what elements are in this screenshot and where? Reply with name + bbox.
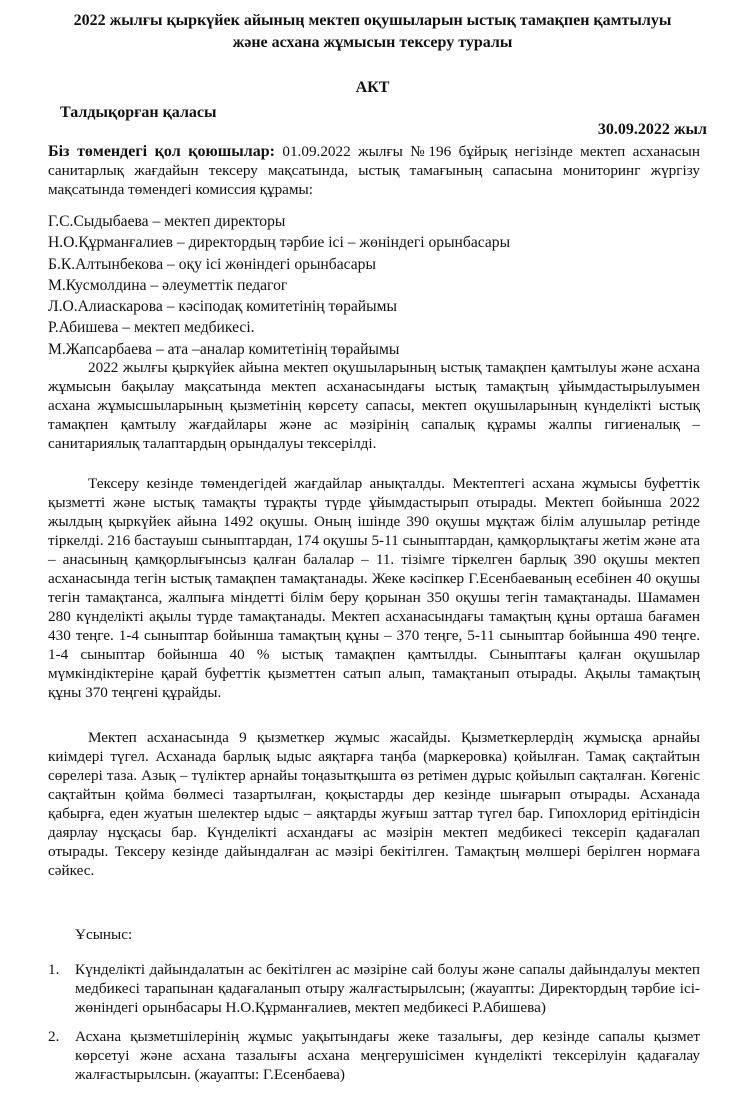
recommendation-item <box>48 1027 700 1084</box>
recommendations-label: Ұсыныс: <box>75 926 133 943</box>
recommendation-text: Асхана қызметшілерінің жұмыс уақытындағы жеке тазалығы, дер кезінде сапалы қызмет көрсетуі және асхана тазалығы асхана меңгерушісімен күнделікті тексерілуін қадағалау жалғастырылсын. (жауапты: Г.Есенбаева) <box>75 1028 700 1083</box>
commission-members-list <box>48 211 510 360</box>
member-item: М.Кусмолдина – әлеуметтік педагог <box>48 276 288 294</box>
member-item: М.Жапсарбаева – ата –аналар комитетінің төрайымы <box>48 340 400 358</box>
city-label: Талдықорған қаласы <box>60 104 217 121</box>
title-line-1: 2022 жылғы қыркүйек айының мектеп оқушыларын ыстық тамақпен қамтылуы <box>73 12 672 29</box>
purpose-paragraph: 2022 жылғы қыркүйек айына мектеп оқушыларының ыстық тамақпен қамтылуы және асхана жұмысын бақылау мақсатында мектеп асханасындағы ыстық тамақтың ұйымдастырылуымен асхана жұмысшыларының қызметінің көрсету сапасы, мектеп оқушыларының күнделікті ыстық тамақпен қамтылу жағдайлары және ас мәзірінің сапалық құрамы жалпы гигиеналық – санитариялық талаптардың орындалуы тексерілді. <box>48 359 700 452</box>
findings-paragraph: Тексеру кезінде төмендегідей жағдайлар анықталды. Мектептегі асхана жұмысы буфеттік қызметті және ыстық тамақты тұрақты түрде ұйымдастырып отырады. Мектеп бойынша 2022 жылдың қыркүйек айына 1492 оқушы. Оның ішінде 390 оқушы мұқтаж білім алушылар ретінде тіркелді. 216 бастауыш сыныптардан, 174 оқушы 5-11 сыныптардан, қамқорлықтағы жетім және ата – анасының қамқорлығынсыз қалған балалар – 11. тізімге тіркелген барлық 390 оқушы мектеп асханасында тегін ыстық тамақпен тамақтанады. Жеке кәсіпкер Г.Есенбаеваның есебінен 40 оқушы тегін тамақтанса, жалпыға міндетті білім беру қорынан 350 оқушы тегін тамақтанады. Шамамен 280 күнделікті ақылы түрде тамақтанады. Мектеп асханасындағы тамақтың құны орташа бағамен 430 теңге. 1-4 сыныптар бойынша тамақтың құны – 370 теңге, 5-11 сыныптар бойынша 490 теңге. 1-4 сыныптар бойынша 40 % ыстық тамақпен қамтылды. Сыныптағы қалған оқушылар мүмкіндіктеріне қарай буфеттік қызметтен сатып алып, тамақтанып отырады. Ақылы тамақтың құны 370 теңгені құрайды. <box>48 475 700 701</box>
staff-paragraph: Мектеп асханасында 9 қызметкер жұмыс жасайды. Қызметкерлердің жұмысқа арнайы киімдері түгел. Асханада барлық ыдыс аяқтарға таңба (маркеровка) қойылған. Тамақ сақтайтын сөрелері таза. Азық – түліктер арнайы тоңазытқышта өз ретімен дұрыс қойылып сақталған. Көгеніс сақтайтын қойма бөлмесі тазартылған, қоқыстарды дер кезінде шығарып отырады. Асханада қабырға, еден жуатын шелектер ыдыс – аяқтарды жуғыш заттар түгел бар. Гипохлорид ерітіндісін даярлау нұсқасы бар. Күнделікті асхандағы ас мәзірін мектеп медбикесі тексеріп қадағалап отырады. Тексеру кезінде дайындалған ас мәзірі бекітілген. Тамақтың мөлшері берілген нормаға сәйкес. <box>48 729 700 879</box>
act-heading: АКТ <box>355 79 390 96</box>
member-item: Г.С.Сыдыбаева – мектеп директоры <box>48 213 286 230</box>
member-item: Н.О.Құрманғалиев – директордың тәрбие ісі – жөніндегі орынбасары <box>48 234 511 252</box>
intro-text: 01.09.2022 жылғы №196 бұйрық негізінде мектеп асханасын санитарлық жағдайын тексеру мақсатында, ыстық тамағының сапасына мониторинг жүргізу мақсатында төмендегі комиссия құрамы: <box>48 143 700 198</box>
document-title <box>20 10 725 54</box>
member-item: Л.О.Алиаскарова – кәсіподақ комитетінің төрайымы <box>48 298 397 316</box>
recommendations-list <box>48 960 700 1094</box>
member-item: Р.Абишева – мектеп медбикесі. <box>48 319 255 337</box>
recommendation-text: Күнделікті дайындалатын ас бекітілген ас мәзіріне сай болуы және сапалы дайындалуы мектеп медбикесі тарапынан қадағаланып отыру жалғастырылсын; (жауапты: Директордың тәрбие ісі- жөніндегі орынбасары Н.О.Құрманғалиев, мектеп медбикесі Р.Абишева) <box>75 961 700 1016</box>
member-item: Б.К.Алтынбекова – оқу ісі жөніндегі орынбасары <box>48 255 376 273</box>
intro-lead: Біз төмендегі қол қоюшылар: <box>48 143 275 160</box>
document-date: 30.09.2022 жыл <box>597 121 707 138</box>
recommendation-number: 1. <box>48 961 60 978</box>
recommendation-number: 2. <box>48 1028 60 1045</box>
title-line-2: және асхана жұмысын тексеру туралы <box>232 34 513 51</box>
intro-paragraph <box>48 142 700 199</box>
recommendation-item <box>48 960 700 1017</box>
